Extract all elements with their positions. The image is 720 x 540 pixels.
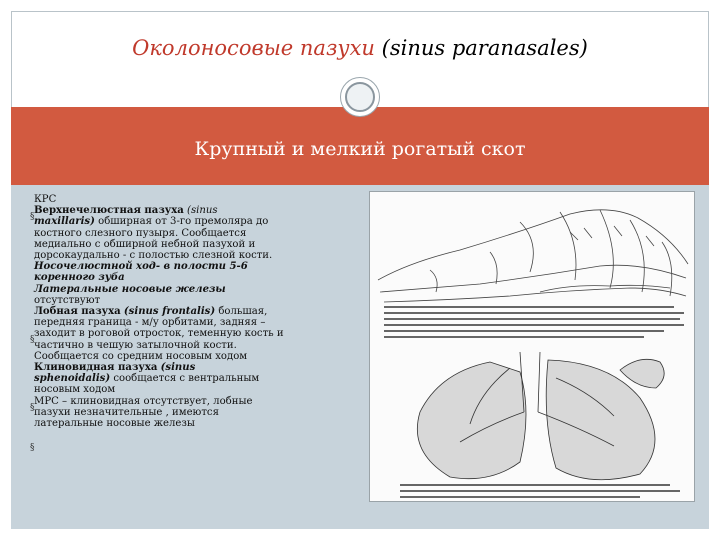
ornament-circle-inner <box>345 82 375 112</box>
slide-subtitle: Крупный и мелкий рогатый скот <box>194 138 526 160</box>
text-line: дорсокаудально - с полостью слезной кости. <box>34 250 273 262</box>
text-line: заходит в роговой отросток, теменную кость и <box>34 328 284 340</box>
text-line: Латеральные носовые железы <box>34 283 226 295</box>
bullet-marker: § <box>30 212 35 222</box>
bullet-marker: § <box>30 443 35 453</box>
text-line: медиально с обширной небной пазухой и <box>34 238 256 250</box>
latin-term: sphenoidalis) <box>34 373 111 385</box>
bottom-strip <box>11 503 709 529</box>
latin-term: (sinus frontalis) <box>123 306 216 318</box>
latin-term: (sinus <box>160 362 196 374</box>
text-line: отсутствуют <box>34 294 101 306</box>
nasal-cavity-drawing <box>378 210 688 302</box>
text-line: коренного зуба <box>34 272 125 284</box>
anatomy-illustration <box>370 192 695 502</box>
text-line: пазухи незначительные , имеются <box>34 406 219 418</box>
ornament-circle-icon <box>340 77 380 117</box>
text-line <box>34 373 334 384</box>
text-span: большая, <box>215 306 268 318</box>
text-line: передняя граница - м/у орбитами, задняя – <box>34 317 266 329</box>
title-latin: (sinus paranasales) <box>381 36 588 60</box>
term-sphenoid: Клиновидная пазуха <box>34 362 158 374</box>
bullet-marker: § <box>30 335 35 345</box>
text-line: Сообщается со средним носовым ходом <box>34 350 248 362</box>
term-maxillary: Верхнечелюстная пазуха <box>34 205 184 217</box>
text-line: частично в чешую затылочной кости. <box>34 339 237 351</box>
text-line: костного слезного пузыря. Сообщается <box>34 227 247 239</box>
term-frontal: Лобная пазуха <box>34 306 121 318</box>
caption-lines-bottom <box>400 484 680 498</box>
slide-title <box>11 36 709 60</box>
text-span: обширная от 3-го премоляра до <box>94 216 269 228</box>
anatomy-figure <box>369 191 695 502</box>
text-line <box>34 216 334 227</box>
latin-term: (sinus <box>187 205 218 217</box>
text-line: КРС <box>34 194 57 205</box>
text-line <box>34 306 334 317</box>
text-line: латеральные носовые железы <box>34 418 195 430</box>
text-line <box>34 205 334 216</box>
text-line <box>34 362 334 373</box>
title-main: Околоносовые пазухи <box>132 36 375 60</box>
bullet-marker: § <box>30 403 35 413</box>
lungs-drawing <box>417 352 664 480</box>
text-span: сообщается с вентральным <box>110 373 260 385</box>
caption-lines-top <box>384 306 684 338</box>
text-line: носовым ходом <box>34 384 116 396</box>
body-text <box>34 194 334 429</box>
text-line: МРС – клиновидная отсутствует, лобные <box>34 395 253 407</box>
text-line: Носочелюстной ход- в полости 5-6 <box>34 261 248 273</box>
latin-term: maxillaris) <box>34 216 95 228</box>
